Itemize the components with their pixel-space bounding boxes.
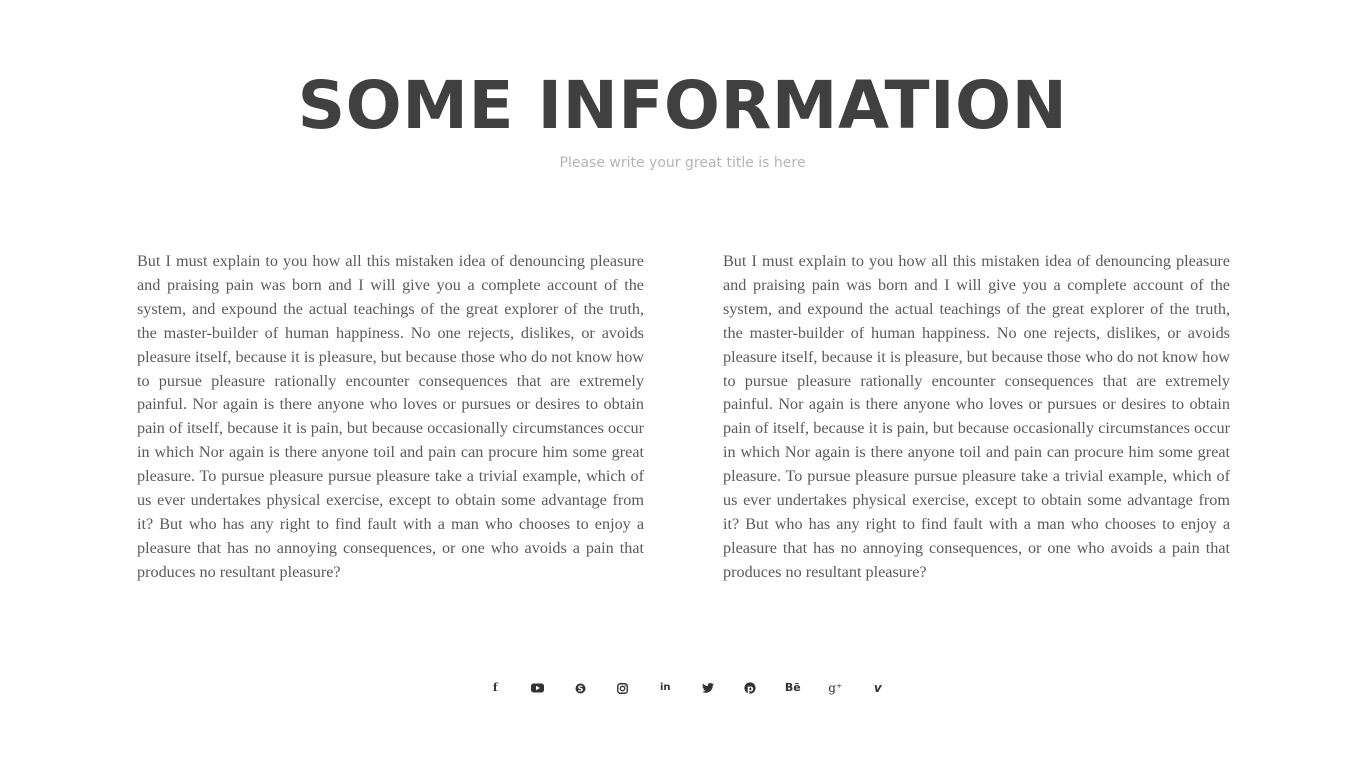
svg-text:p: p xyxy=(747,684,754,694)
vimeo-icon: v xyxy=(873,681,882,695)
header xyxy=(0,66,1365,174)
facebook-link[interactable] xyxy=(474,676,517,700)
instagram-link[interactable] xyxy=(602,676,645,700)
twitter-link[interactable] xyxy=(687,676,730,700)
text-column-right: But I must explain to you how all this mistaken idea of denouncing pleasure and praising pain was born and I will give you a complete account of the system, and expound the actual teachings of the great explorer of the truth, the master-builder of human happiness. No one rejects, dislikes, or avoids pleasure itself, because it is pleasure, but because those who do not know how to pursue pleasure rationally encounter consequences that are extremely painful. Nor again is there anyone who loves or pursues or desires to obtain pain of itself, because it is pain, but because occasionally circumstances occur in which Nor again is there anyone toil and pain can procure him some great pleasure. To pursue pleasure pursue pleasure take a trivial example, which of us ever undertakes physical exercise, except to obtain some advantage from it? But who has any right to find fault with a man who chooses to enjoy a pleasure that has no annoying consequences, or one who avoids a pain that produces no resultant pleasure? xyxy=(723,252,1230,581)
page-title: SOME INFORMATION xyxy=(297,67,1068,144)
text-column-left: But I must explain to you how all this mistaken idea of denouncing pleasure and praising pain was born and I will give you a complete account of the system, and expound the actual teachings of the great explorer of the truth, the master-builder of human happiness. No one rejects, dislikes, or avoids pleasure itself, because it is pleasure, but because those who do not know how to pursue pleasure rationally encounter consequences that are extremely painful. Nor again is there anyone who loves or pursues or desires to obtain pain of itself, because it is pain, but because occasionally circumstances occur in which Nor again is there anyone toil and pain can procure him some great pleasure. To pursue pleasure pursue pleasure take a trivial example, which of us ever undertakes physical exercise, except to obtain some advantage from it? But who has any right to find fault with a man who chooses to enjoy a pleasure that has no annoying consequences, or one who avoids a pain that produces no resultant pleasure? xyxy=(137,252,644,581)
svg-text:S: S xyxy=(577,683,584,693)
google-plus-icon: g⁺ xyxy=(828,681,843,695)
facebook-icon: f xyxy=(492,681,498,694)
linkedin-link[interactable] xyxy=(644,676,687,700)
skype-link[interactable] xyxy=(559,676,602,700)
vimeo-link[interactable] xyxy=(857,676,900,700)
instagram-icon xyxy=(617,683,628,694)
skype-icon xyxy=(575,683,586,694)
linkedin-icon: in xyxy=(659,682,671,693)
youtube-link[interactable] xyxy=(517,676,560,700)
twitter-icon xyxy=(702,683,714,693)
behance-icon: Bē xyxy=(784,681,801,694)
pinterest-icon xyxy=(744,682,756,694)
behance-link[interactable] xyxy=(772,676,815,700)
social-links xyxy=(0,676,1365,700)
page-subtitle: Please write your great title is here xyxy=(559,155,806,171)
google-plus-link[interactable] xyxy=(814,676,857,700)
pinterest-link[interactable] xyxy=(729,676,772,700)
youtube-icon xyxy=(531,683,544,693)
